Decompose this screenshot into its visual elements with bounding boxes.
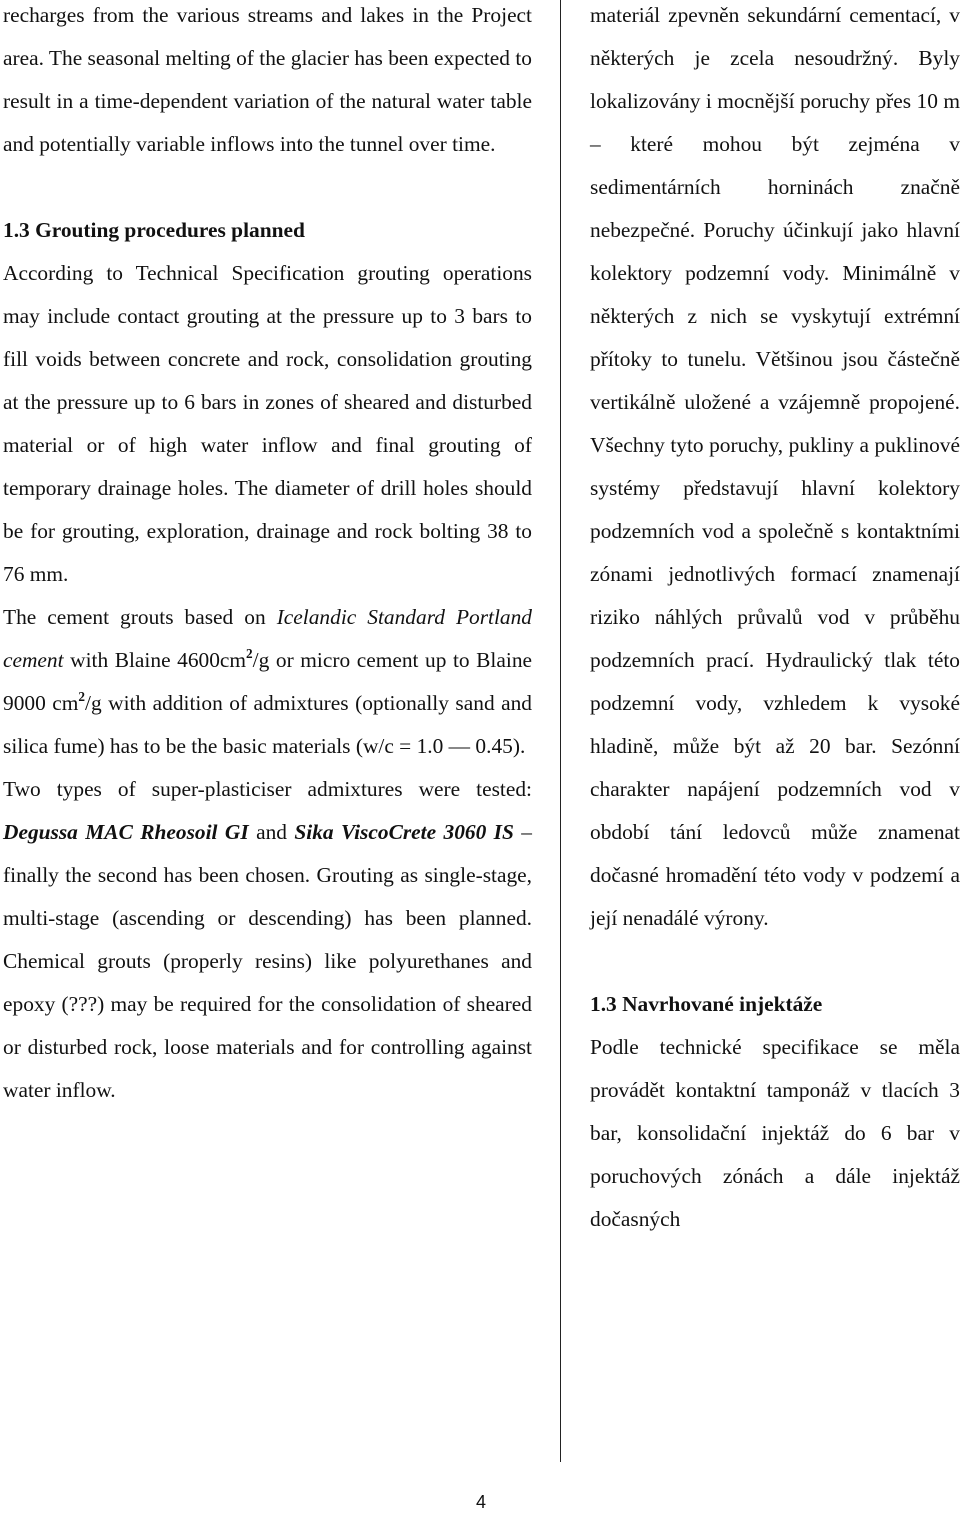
cement-name: Icelandic Standard Portland cement xyxy=(3,605,533,672)
spacer xyxy=(3,166,532,209)
p2-text-b: with Blaine 4600cm xyxy=(63,648,247,672)
grouting-paragraph-3 xyxy=(3,768,532,1112)
intro-paragraph: recharges from the various streams and lakes in the Project area. The seasonal melting of the glacier has been expected to result in a time-dependent variation of the natural water table and potentially variable inflows into the tunnel over time. xyxy=(3,3,532,156)
spacer xyxy=(590,940,960,983)
p3-text-c: – finally the second has been chosen. Grouting as single-stage, multi-stage (ascending or descending) has been planned. Chemical grouts (properly resins) like polyurethanes and epoxy (???) may be required for the consolidation of sheared or disturbed rock, loose materials and for controlling against water inflow. xyxy=(3,820,533,1102)
p2-text-c: /g or micro cement up to Blaine 9000 cm xyxy=(3,648,533,715)
section-heading-czech: 1.3 Navrhované injektáže xyxy=(590,992,823,1016)
product-sika: Sika ViscoCrete 3060 IS xyxy=(294,820,514,844)
grouting-paragraph-1: According to Technical Specification grouting operations may include contact grouting at the pressure up to 3 bars to fill voids between concrete and rock, consolidation grouting at the pressure up to 6 bars in zones of sheared and disturbed material or of high water inflow and final grouting of temporary drainage holes. The diameter of drill holes should be for grouting, exploration, drainage and rock bolting 38 to 76 mm. xyxy=(3,261,532,586)
czech-paragraph-1: materiál zpevněn sekundární cementací, v některých je zcela nesoudržný. Byly lokalizovány i mocnější poruchy přes 10 m – které mohou být zejména v sedimentárních horninách značně nebezpečné. Poruchy účinkují jako hlavní kolektory podzemní vody. Minimálně v některých z nich se vyskytují extrémní přítoky to tunelu. Většinou jsou částečně vertikálně uložené a vzájemně propojené. Všechny tyto poruchy, pukliny a puklinové systémy představují hlavní kolektory podzemních vod a společně s kontaktními zónami jednotlivých formací znamenají riziko náhlých průvalů vod v průběhu podzemních prací. Hydraulický tlak této podzemní vody, vzhledem k vysoké hladině, může být až 20 bar. Sezónní charakter napájení podzemních vod v období tání ledovců může znamenat dočasné hromadění této vody v podzemí a její nenadálé výrony. xyxy=(590,3,960,930)
product-degussa: Degussa MAC Rheosoil GI xyxy=(3,820,249,844)
p2-text-d: /g with addition of admixtures (optionally sand and silica fume) has to be the basic materials (w/c = 1.0 — 0.45). xyxy=(3,691,533,758)
page-number: 4 xyxy=(475,1492,486,1512)
czech-paragraph-2: Podle technické specifikace se měla provádět kontaktní tamponáž v tlacích 3 bar, konsolidační injektáž do 6 bar v poruchových zónách a dále injektáž dočasných xyxy=(590,1035,960,1231)
p2-text-a: The cement grouts based on xyxy=(3,605,277,629)
superscript-2b: 2 xyxy=(78,688,86,704)
grouting-paragraph-2 xyxy=(3,596,532,768)
superscript-2: 2 xyxy=(246,645,253,661)
p3-text-b: and xyxy=(248,820,295,844)
p3-text-a: Two types of super-plasticiser admixtures were tested: xyxy=(3,777,532,801)
column-divider xyxy=(560,0,561,1462)
left-column-english xyxy=(3,0,532,1112)
right-column-czech xyxy=(590,0,960,1241)
section-heading-english: 1.3 Grouting procedures planned xyxy=(3,218,305,242)
